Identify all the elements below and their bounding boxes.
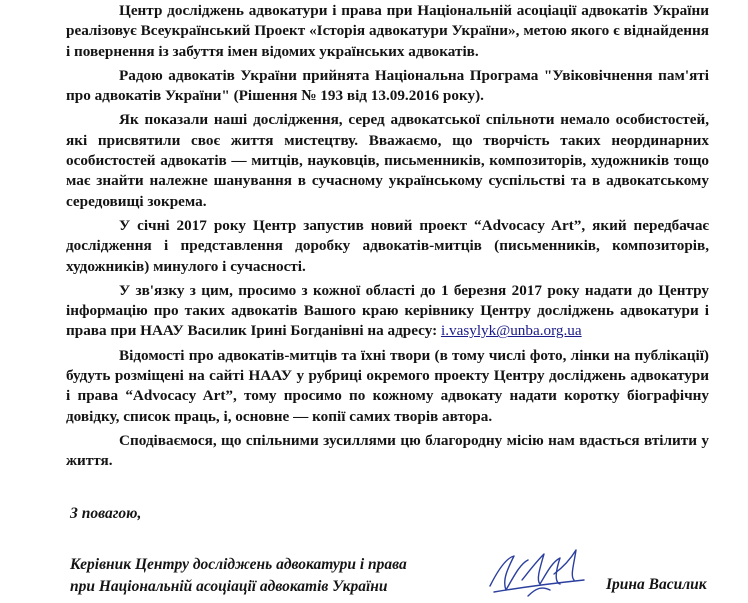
signer-name: Ірина Василик (606, 576, 707, 593)
project-name: “Advocacy Art” (474, 216, 582, 234)
paragraph-publication: Відомості про адвокатів-митців та їхні твори (в тому числі фото, лінки на публікації) будуть розміщені на сайті НААУ у рубриці окремого проекту Центру досліджень адвокатури і права “Advocacy Art”, тому просимо по кожному адвокату надати коротку біографічну довідку, список праць, і, основне — копії самих творів автора. (66, 346, 709, 425)
paragraph-request: У зв'язку з цим, просимо з кожної області до 1 березня 2017 року надати до Центру інформацію про таких адвокатів Вашого краю керівнику Центру досліджень адвокатури і права при НААУ Василик Ірині Богданівні на адресу: i.vasylyk@unba.org.ua (66, 281, 709, 340)
paragraph-national-program: Радою адвокатів України прийнята Національна Програма "Увіковічнення пам'яті про адвокатів України" (Рішення № 193 від 13.09.2016 року). (66, 66, 709, 105)
paragraph-research: Як показали наші дослідження, серед адвокатської спільноти немало особистостей, які присвятили своє життя мистецтву. Вважаємо, що творчість таких неординарних особистостей адвокатів — митців, науковців, письменників, композиторів, художників тощо має знайти належне шанування в сучасному українському суспільстві та в адвокатському середовищі зокрема. (66, 111, 709, 210)
paragraph-hope: Сподіваємося, що спільними зусиллями цю благородну місію нам вдасться втілити у життя. (66, 431, 709, 470)
email-link[interactable]: i.vasylyk@unba.org.ua (440, 322, 582, 340)
signature-title-line2: при Національній асоціації адвокатів України (70, 578, 388, 595)
closing-phrase: З повагою, (70, 505, 142, 522)
paragraph-project-intro: Центр досліджень адвокатури і права при Національній асоціації адвокатів України реалізовує Всеукраїнський Проект «Історія адвокатури України», метою якого є віднайдення і повернення із забуття імен відомих українських адвокатів. (66, 2, 709, 60)
signature-title-line1: Керівник Центру досліджень адвокатури і права (70, 556, 407, 573)
letter-body (66, 1, 709, 476)
paragraph-advocacy-art: У січні 2017 року Центр запустив новий проект “Advocacy Art”, який передбачає дослідження і представлення доробку адвокатів-митців (письменників, композиторів, художників) минулого і сучасності. (66, 216, 709, 275)
signature-title (70, 554, 407, 598)
handwritten-signature-icon (484, 540, 594, 603)
